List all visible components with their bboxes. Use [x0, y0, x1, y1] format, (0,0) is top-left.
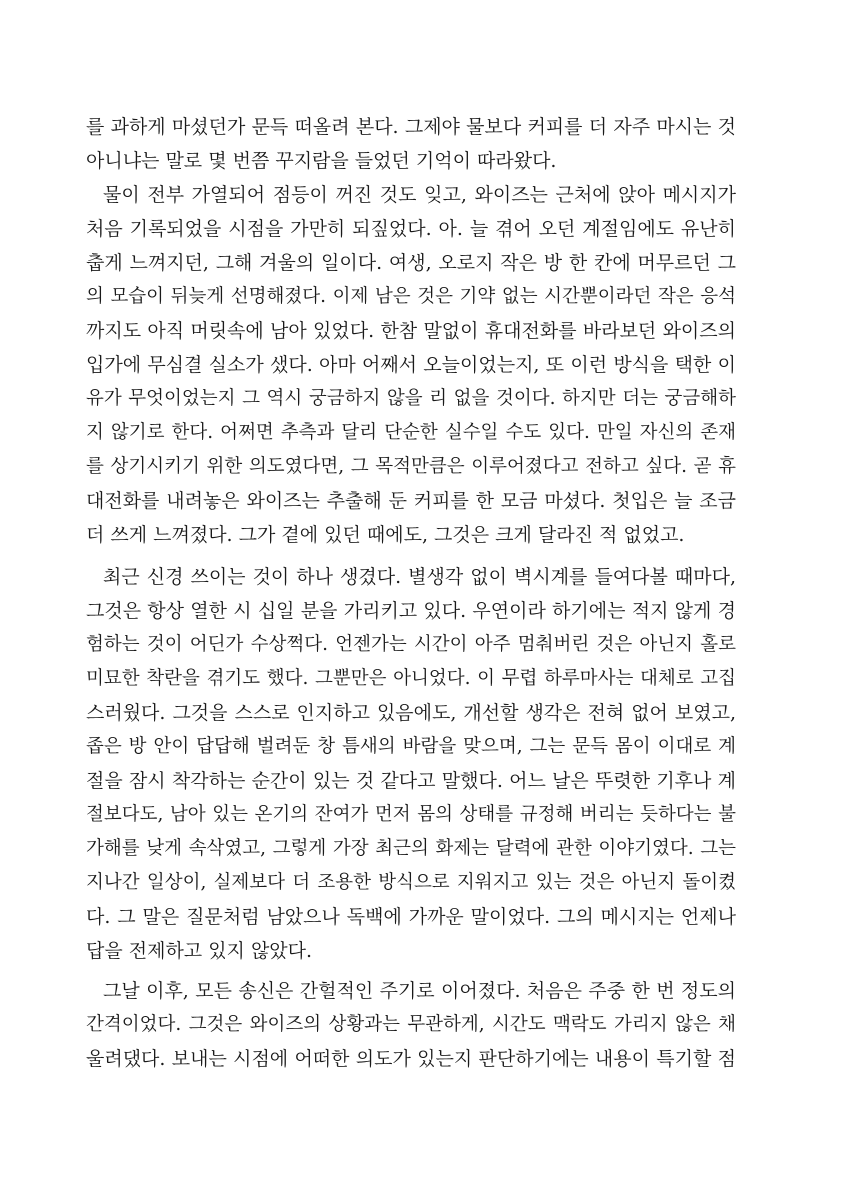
text-line: 미묘한 착란을 겪기도 했다. 그뿐만은 아니었다. 이 무렵 하루마사는 대체로 고집	[86, 668, 736, 689]
text-line: 스러웠다. 그것을 스스로 인지하고 있음에도, 개선할 생각은 전혀 없어 보였고,	[86, 702, 736, 724]
text-line: 그것은 항상 열한 시 십일 분을 가리키고 있다. 우연이라 하기에는 적지 않게 경	[86, 600, 736, 622]
text-line: 최근 신경 쓰이는 것이 하나 생겼다. 별생각 없이 벽시계를 들여다볼 때마다,	[103, 566, 736, 588]
text-line: 아니냐는 말로 몇 번쯤 꾸지람을 들었던 기억이 따라왔다.	[86, 150, 557, 172]
text-line: 험하는 것이 어딘가 수상쩍다. 언젠가는 시간이 아주 멈춰버린 것은 아닌지 홀로	[86, 634, 736, 655]
text-line: 울려댔다. 보내는 시점에 어떠한 의도가 있는지 판단하기에는 내용이 특기할 점	[86, 1048, 736, 1070]
text-line: 더 쓰게 느껴졌다. 그가 곁에 있던 때에도, 그것은 크게 달라진 적 없었고.	[86, 524, 685, 546]
text-line: 지나간 일상이, 실제보다 더 조용한 방식으로 지워지고 있는 것은 아닌지 돌이켰	[86, 872, 736, 893]
text-line: 춥게 느껴지던, 그해 겨울의 일이다. 여생, 오로지 작은 방 한 칸에 머무르던 그	[86, 252, 736, 274]
text-line: 가해를 낮게 속삭였고, 그렇게 가장 최근의 화제는 달력에 관한 이야기였다. 그는	[86, 838, 736, 859]
text-line: 절을 잠시 착각하는 순간이 있는 것 같다고 말했다. 어느 날은 뚜렷한 기후나 계	[86, 770, 736, 792]
text-line: 의 모습이 뒤늦게 선명해졌다. 이제 남은 것은 기약 없는 시간뿐이라던 작은 응석	[86, 286, 736, 307]
text-line: 입가에 무심결 실소가 샜다. 아마 어째서 오늘이었는지, 또 이런 방식을 택한 이	[86, 354, 736, 376]
text-line: 간격이었다. 그것은 와이즈의 상황과는 무관하게, 시간도 맥락도 가리지 않은 채	[86, 1014, 736, 1035]
text-line: 처음 기록되었을 시점을 가만히 되짚었다. 아. 늘 겪어 오던 계절임에도 유난히	[86, 218, 736, 240]
text-line: 절보다도, 남아 있는 온기의 잔여가 먼저 몸의 상태를 규정해 버리는 듯하다는 불	[86, 804, 736, 825]
text-line: 지 않기로 한다. 어쩌면 추측과 달리 단순한 실수일 수도 있다. 만일 자신의 존재	[86, 422, 736, 443]
text-line: 유가 무엇이었는지 그 역시 궁금하지 않을 리 없을 것이다. 하지만 더는 궁금해하	[86, 388, 736, 409]
text-line: 다. 그 말은 질문처럼 남았으나 독백에 가까운 말이었다. 그의 메시지는 언제나	[86, 906, 736, 928]
text-line: 대전화를 내려놓은 와이즈는 추출해 둔 커피를 한 모금 마셨다. 첫입은 늘 조금	[86, 490, 736, 512]
text-line: 까지도 아직 머릿속에 남아 있었다. 한참 말없이 휴대전화를 바라보던 와이즈의	[86, 320, 736, 342]
text-line: 그날 이후, 모든 송신은 간헐적인 주기로 이어졌다. 처음은 주중 한 번 정도의	[103, 980, 736, 1002]
text-line: 좁은 방 안이 답답해 벌려둔 창 틈새의 바람을 맞으며, 그는 문득 몸이 이대로 계	[86, 736, 736, 757]
text-line: 를 과하게 마셨던가 문득 떠올려 본다. 그제야 물보다 커피를 더 자주 마시는 것	[86, 116, 736, 138]
text-line: 를 상기시키기 위한 의도였다면, 그 목적만큼은 이루어졌다고 전하고 싶다. 곧 휴	[86, 456, 736, 477]
text-line: 답을 전제하고 있지 않았다.	[86, 940, 313, 962]
text-line: 물이 전부 가열되어 점등이 꺼진 것도 잊고, 와이즈는 근처에 앉아 메시지가	[103, 184, 736, 206]
